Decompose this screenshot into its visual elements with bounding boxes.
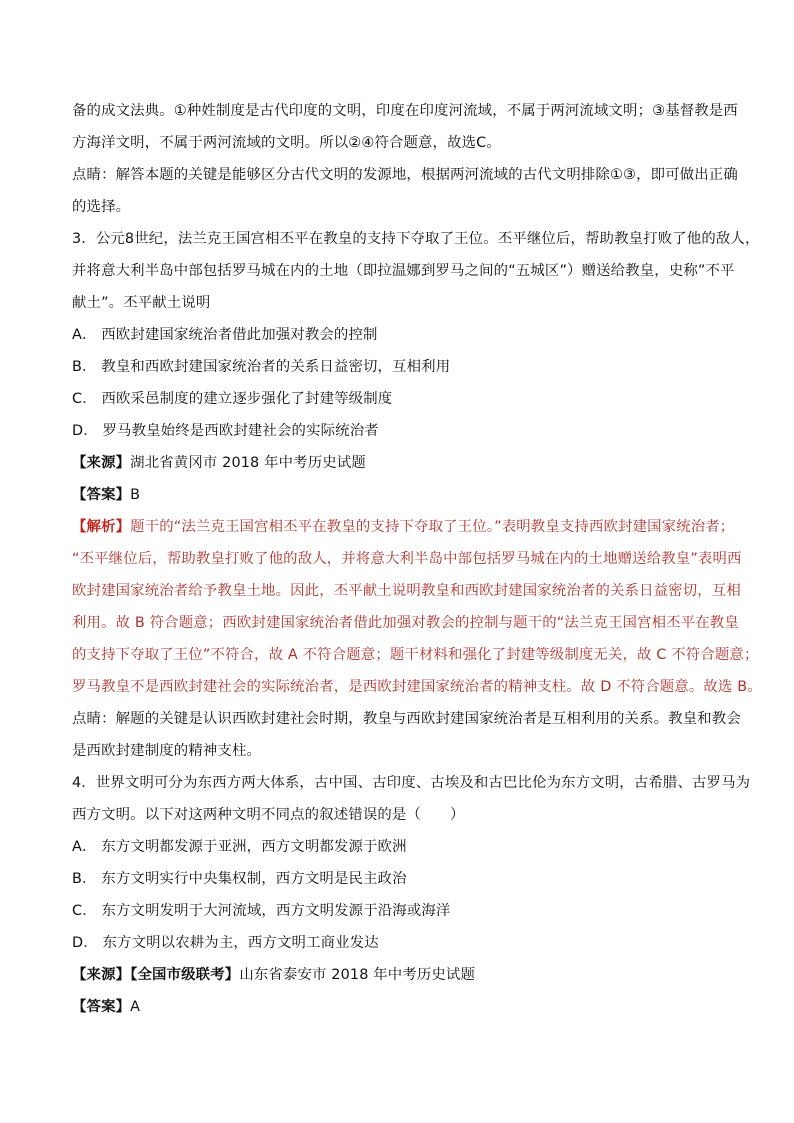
option-b: B． 东方文明实行中央集权制，西方文明是民主政治 <box>72 871 407 887</box>
analysis-text: 题干的“法兰克王国宫相丕平在教皇的支持下夺取了王位。”表明教皇支持西欧封建国家统治者； <box>130 519 735 535</box>
comment-line: 点睛：解答本题的关键是能够区分古代文明的发源地，根据两河流域的古代文明排除①③，即可做出正确 <box>72 167 738 183</box>
source-line <box>72 453 732 473</box>
option-a: A． 西欧封建国家统治者借此加强对教会的控制 <box>72 327 378 343</box>
analysis-line: 欧封建国家统治者给予教皇土地。因此，丕平献土说明教皇和西欧封建国家统治者的关系日益密切，互相 <box>72 583 741 599</box>
analysis-line: 利用。故 B 符合题意；西欧封建国家统治者借此加强对教会的控制与题干的“法兰克王国宫相丕平在教皇 <box>72 615 739 631</box>
answer-line <box>72 997 732 1017</box>
answer-line <box>72 485 732 505</box>
comment-line: 的选择。 <box>72 199 131 215</box>
question-3-stem: 并将意大利半岛中部包括罗马城在内的土地（即拉温娜到罗马之间的“五城区”）赠送给教皇，史称”不平 <box>72 263 735 279</box>
analysis-line <box>72 517 735 537</box>
answer-tag: 【答案】 <box>72 487 131 503</box>
comment-line: 是西欧封建制度的精神支柱。 <box>72 743 262 759</box>
comment-line: 点睛：解题的关键是认识西欧封建社会时期，教皇与西欧封建国家统治者是互相利用的关系。教皇和教会 <box>72 711 741 727</box>
option-b: B． 教皇和西欧封建国家统治者的关系日益密切，互相利用 <box>72 359 451 375</box>
option-a: A． 东方文明都发源于亚洲，西方文明都发源于欧洲 <box>72 839 407 855</box>
option-d: D． 罗马教皇始终是西欧封建社会的实际统治者 <box>72 423 379 439</box>
analysis-line: “丕平继位后，帮助教皇打败了他的敌人，并将意大利半岛中部包括罗马城在内的土地赠送给教皇”表明西 <box>72 551 742 567</box>
question-3-stem: 3．公元8世纪，法兰克王国宫相丕平在教皇的支持下夺取了王位。丕平继位后，帮助教皇打败了他的敌人， <box>72 231 760 247</box>
text-line: 方海洋文明，不属于两河流域的文明。所以②④符合题意，故选C。 <box>72 135 501 151</box>
analysis-tag: 【解析】 <box>72 519 131 535</box>
option-d: D． 东方文明以农耕为主，西方文明工商业发达 <box>72 935 379 951</box>
analysis-line: 的支持下夺取了王位”不符合，故 A 不符合题意；题干材料和强化了封建等级制度无关，故 C 不符合题意； <box>72 647 759 663</box>
source-text: 山东省泰安市 2018 年中考历史试题 <box>239 967 476 983</box>
source-line <box>72 965 732 985</box>
source-tag: 【来源】 <box>72 455 131 471</box>
option-c: C． 西欧采邑制度的建立逐步强化了封建等级制度 <box>72 391 393 407</box>
answer-value: B <box>130 487 141 503</box>
analysis-line: 罗马教皇不是西欧封建社会的实际统治者，是西欧封建国家统治者的精神支柱。故 D 不符合题意。故选 B。 <box>72 679 762 695</box>
source-text: 湖北省黄冈市 2018 年中考历史试题 <box>130 455 366 471</box>
source-tag: 【来源】 <box>72 967 131 983</box>
question-4-stem: 西方文明。以下对这两种文明不同点的叙述错误的是（ ） <box>72 807 465 823</box>
question-3-stem: 献土”。丕平献土说明 <box>72 295 211 311</box>
answer-value: A <box>130 999 141 1015</box>
question-4-stem: 4．世界文明可分为东西方两大体系，古中国、古印度、古埃及和古巴比伦为东方文明，古希腊、古罗马为 <box>72 775 751 791</box>
option-c: C． 东方文明发明于大河流域，西方文明发源于沿海或海洋 <box>72 903 451 919</box>
text-line: 备的成文法典。①种姓制度是古代印度的文明，印度在印度河流域，不属于两河流域文明；③基督教是西 <box>72 103 738 119</box>
national-tag: 【全国市级联考】 <box>130 967 240 983</box>
answer-tag: 【答案】 <box>72 999 131 1015</box>
